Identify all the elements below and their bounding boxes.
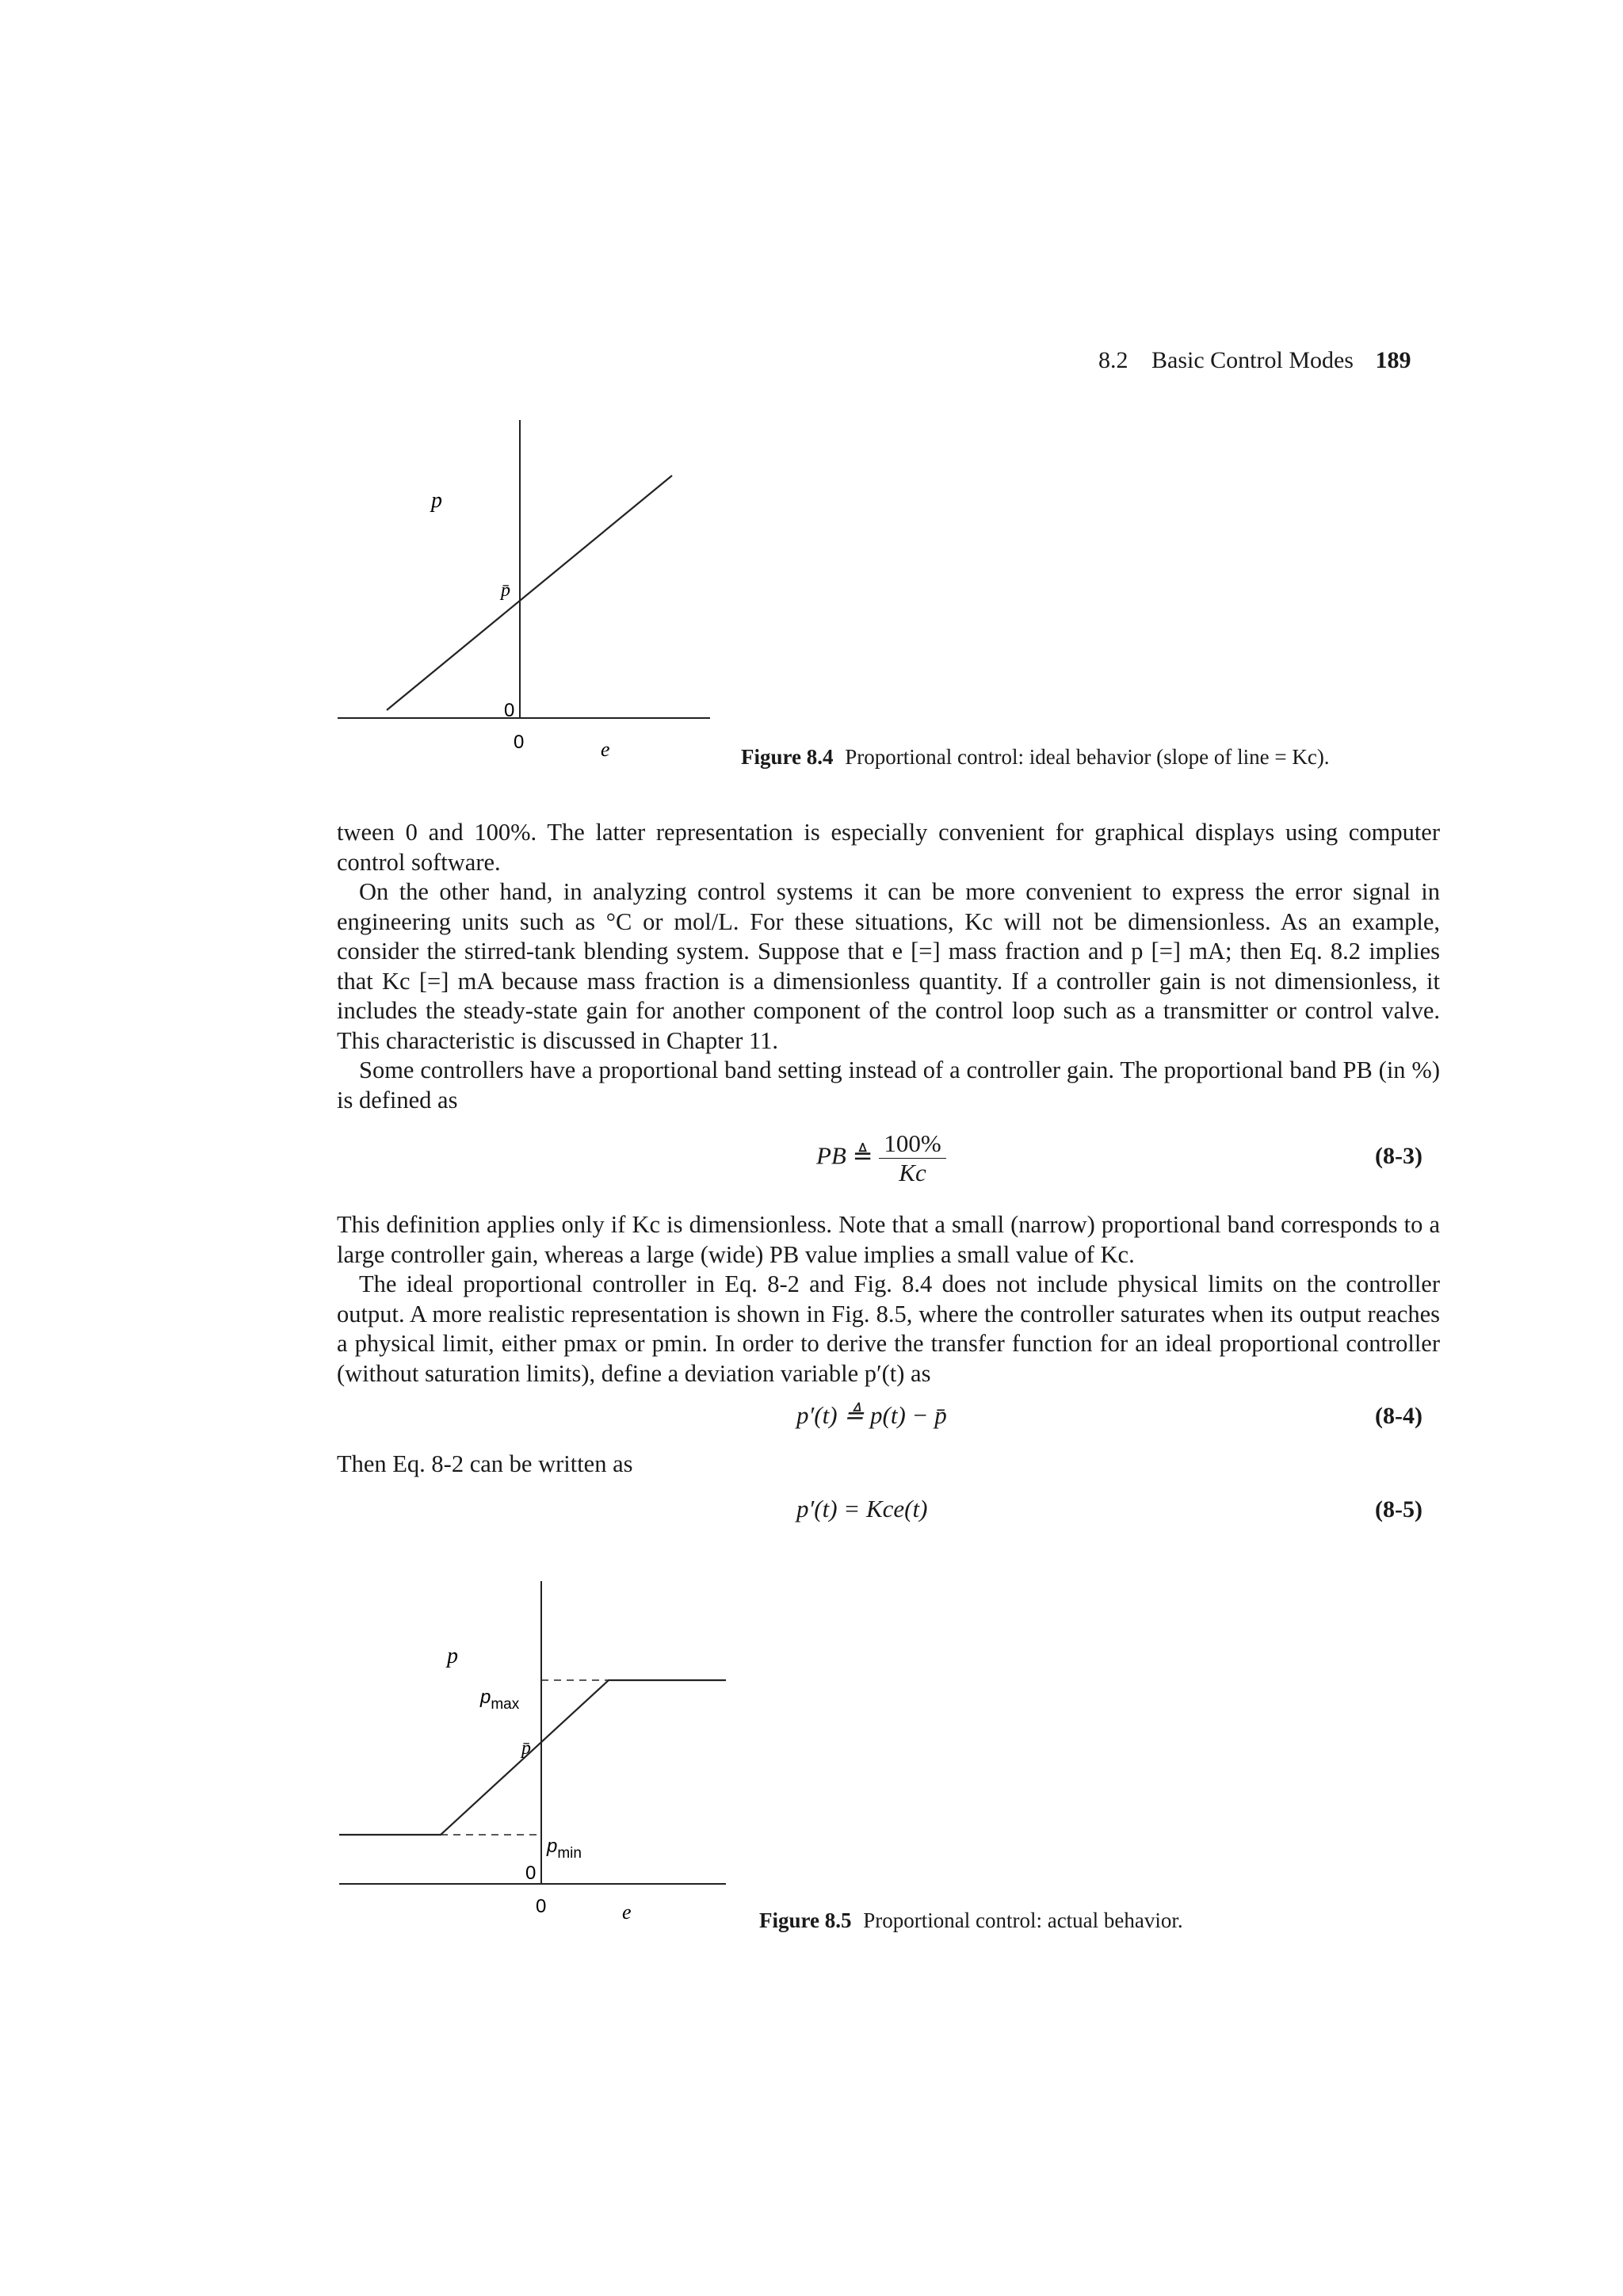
saturated-response-line	[339, 1680, 726, 1835]
page-number: 189	[1375, 347, 1411, 373]
pbar-label: p̄	[521, 1738, 531, 1759]
caption-text: Proportional control: ideal behavior (slope of line = Kc).	[845, 745, 1330, 769]
figure-8-5-plot	[325, 1573, 737, 1922]
equation-8-4: p′(t) ≜ p(t) − p̄	[796, 1401, 947, 1429]
ideal-response-line	[387, 476, 672, 710]
body-text-block-2	[337, 1210, 1440, 1389]
origin-x-label: 0	[536, 1896, 547, 1917]
paragraph: tween 0 and 100%. The latter representation is especially convenient for graphical displays using computer control software.	[337, 819, 1440, 876]
equation-8-3	[816, 1129, 946, 1187]
paragraph: Some controllers have a proportional band setting instead of a controller gain. The proportional band PB (in %) is defined as	[337, 1056, 1440, 1114]
running-header	[1098, 347, 1411, 374]
section-number: 8.2	[1098, 347, 1128, 373]
paragraph: Then Eq. 8-2 can be written as	[337, 1450, 633, 1477]
origin-y-label: 0	[504, 700, 515, 721]
eq-defined-as: ≜	[852, 1141, 873, 1170]
p-axis-label: p	[447, 1644, 458, 1668]
e-axis-label: e	[601, 738, 610, 761]
origin-x-label: 0	[514, 732, 525, 753]
figure-8-5-caption	[759, 1908, 1183, 1933]
body-text-block-3	[337, 1450, 1440, 1480]
caption-text: Proportional control: actual behavior.	[863, 1908, 1183, 1932]
figure-8-4-caption	[741, 745, 1330, 770]
pbar-label: p̄	[501, 580, 510, 601]
section-title: Basic Control Modes	[1151, 347, 1354, 373]
equation-number: (8-5)	[1375, 1496, 1423, 1522]
equation-number: (8-3)	[1375, 1143, 1423, 1169]
equation-8-5: p′(t) = Kce(t)	[796, 1495, 928, 1522]
eq-lhs: PB	[816, 1141, 846, 1170]
p-axis-label: p	[431, 488, 442, 513]
e-axis-label: e	[622, 1901, 632, 1922]
paragraph: On the other hand, in analyzing control systems it can be more convenient to express the error signal in engineering units such as °C or mol/L. For these situations, Kc will not be dimensionless. As an example, consider the stirred-tank blending system. Suppose that e [=] mass fraction and p [=] mA; then Eq. 8.2 implies that Kc [=] mA because mass fraction is a dimensionless quantity. If a controller gain is not dimensionless, it includes the steady-state gain for another component of the control loop such as a transmitter or control valve. This characteristic is discussed in Chapter 11.	[337, 878, 1440, 1054]
figure-8-4-plot	[317, 412, 729, 761]
paragraph: The ideal proportional controller in Eq. 8-2 and Fig. 8.4 does not include physical limits on the controller output. A more realistic representation is shown in Fig. 8.5, where the controller saturates when its output reaches a physical limit, either pmax or pmin. In order to derive the transfer function for an ideal proportional controller (without saturation limits), define a deviation variable p′(t) as	[337, 1270, 1440, 1387]
pmin-label: $p_{min}$	[547, 1836, 582, 1862]
origin-y-label: 0	[525, 1862, 537, 1884]
body-text-block-1	[337, 818, 1440, 1115]
figure-label: Figure 8.5	[759, 1908, 852, 1932]
equation-number: (8-4)	[1375, 1403, 1423, 1429]
figure-label: Figure 8.4	[741, 745, 834, 769]
eq-denominator: Kc	[899, 1159, 926, 1186]
pmax-label: $p_{max}$	[480, 1687, 520, 1713]
paragraph: This definition applies only if Kc is dimensionless. Note that a small (narrow) proportional band corresponds to a large controller gain, whereas a large (wide) PB value implies a small value of Kc.	[337, 1211, 1440, 1268]
eq-numerator: 100%	[879, 1129, 945, 1159]
eq-fraction	[879, 1129, 945, 1187]
